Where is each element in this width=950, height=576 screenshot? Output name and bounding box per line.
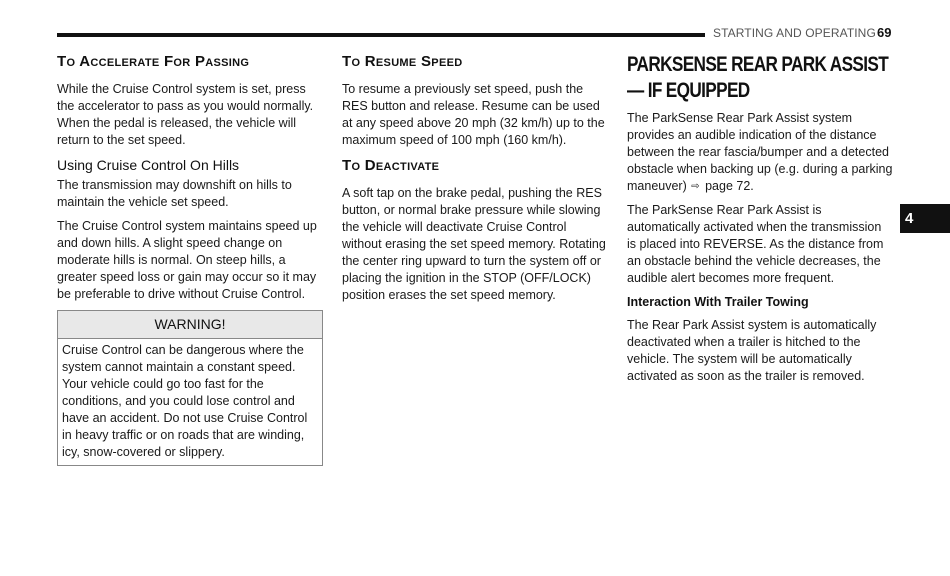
accelerate-paragraph: While the Cruise Control system is set, press the accelerator to pass as you would normally. When the pedal is released, the vehicle will return to the set speed. (57, 82, 314, 147)
hills-heading: Using Cruise Control On Hills (57, 157, 240, 173)
header-rule (57, 33, 705, 37)
resume-paragraph: To resume a previously set speed, push the RES button and release. Resume can be used at any speed above 20 mph (32 km/h) up to the maximum speed of 100 mph (160 km/h). (342, 82, 605, 147)
deactivate-paragraph: A soft tap on the brake pedal, pushing the RES button, or normal brake pressure while slowing the vehicle will deactivate Cruise Control without erasing the set speed memory. Rotating the center ring upward to turn the system off or placing the ignition in the STOP (OFF/LOCK) position erases the set speed memory. (342, 186, 606, 302)
accelerate-heading: To Accelerate For Passing (57, 53, 250, 70)
warning-text: Cruise Control can be dangerous where the system cannot maintain a constant speed. Your vehicle could go too fast for the conditions, and you could lose control and have an accident. Do not use Cruise Control in heavy traffic or on roads that are winding, icy, snow-covered or slippery. (62, 343, 308, 459)
parksense-paragraph-1 (627, 110, 893, 195)
trailer-paragraph: The Rear Park Assist system is automatically deactivated when a trailer is hitched to the vehicle. The system will be automatically activated as soon as the trailer is removed. (627, 318, 877, 383)
parksense-paragraph-1-text: The ParkSense Rear Park Assist system provides an audible indication of the distance between the rear fascia/bumper and a detected obstacle when backing up (e.g. during a parking maneuver) (627, 111, 893, 193)
warning-title: WARNING! (58, 311, 322, 339)
hills-paragraph-1: The transmission may downshift on hills to maintain the vehicle set speed. (57, 178, 292, 209)
deactivate-heading: To Deactivate (342, 157, 440, 174)
page-reference-arrow-icon: ⇨ (691, 181, 700, 192)
column-left (57, 52, 323, 466)
parksense-paragraph-2: The ParkSense Rear Park Assist is automatically activated when the transmission is placed into REVERSE. As the distance from an obstacle behind the vehicle decreases, the audible alert becomes more frequent. (627, 203, 884, 285)
header-section-title: STARTING AND OPERATING (713, 26, 876, 40)
chapter-tab: 4 (900, 204, 950, 233)
trailer-heading: Interaction With Trailer Towing (627, 295, 809, 309)
column-middle (342, 52, 608, 311)
page-number: 69 (877, 25, 892, 40)
page-reference-link[interactable]: page 72. (705, 179, 754, 193)
hills-paragraph-2: The Cruise Control system maintains speed up and down hills. A slight speed change on moderate hills is normal. On steep hills, a greater speed loss or gain may occur so it may be preferable to drive without Cruise Control. (57, 219, 317, 301)
parksense-heading: PARKSENSE REAR PARK ASSIST — IF EQUIPPED (627, 53, 889, 102)
resume-heading: To Resume Speed (342, 53, 463, 70)
column-right (627, 52, 893, 392)
warning-box (57, 310, 323, 466)
